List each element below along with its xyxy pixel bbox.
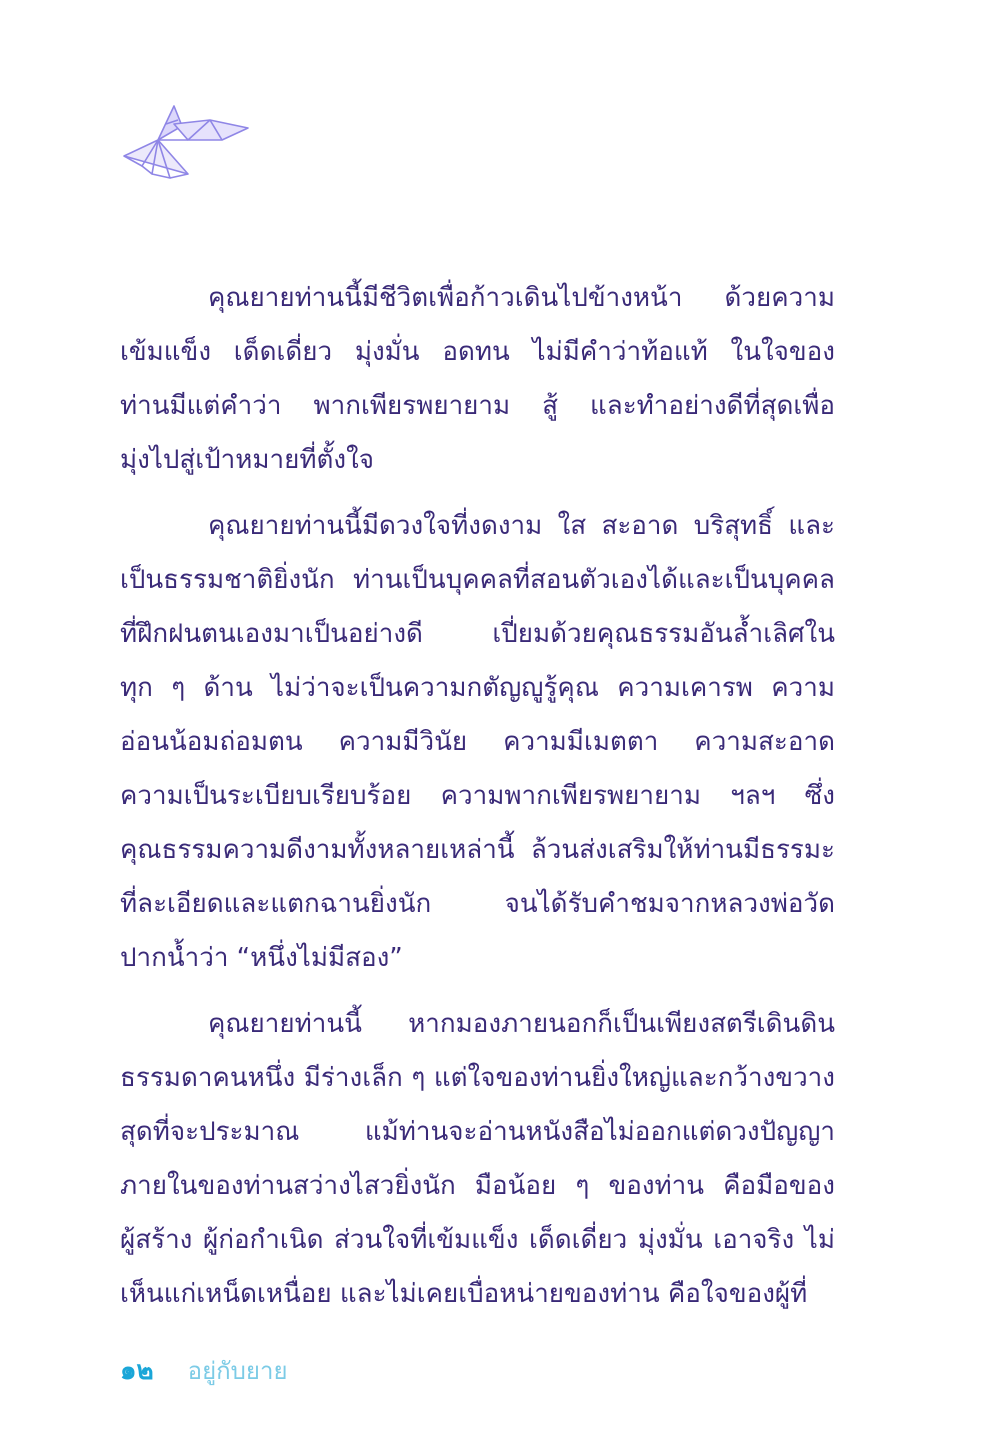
text-line: คุณยายท่านนี้มีชีวิตเพื่อก้าวเดินไปข้างหน้า ด้วยความ [208, 283, 835, 313]
page-number: ๑๒ [120, 1356, 154, 1386]
text-line: มุ่งไปสู่เป้าหมายที่ตั้งใจ [120, 445, 375, 475]
text-line: ทุก ๆ ด้าน ไม่ว่าจะเป็นความกตัญญูรู้คุณ ความเคารพ ความ [120, 673, 835, 703]
book-title: อยู่กับยาย [187, 1357, 288, 1385]
paragraph [120, 278, 835, 494]
text-line: ความเป็นระเบียบเรียบร้อย ความพากเพียรพยายาม ฯลฯ ซึ่ง [120, 781, 835, 811]
text-line: เห็นแก่เหน็ดเหนื่อย และไม่เคยเบื่อหน่ายของท่าน คือใจของผู้ที่ [120, 1279, 808, 1309]
paragraph [120, 1004, 835, 1328]
text-line: ที่ฝึกฝนตนเองมาเป็นอย่างดี เปี่ยมด้วยคุณธรรมอันล้ำเลิศใน [120, 619, 835, 649]
text-line: ผู้สร้าง ผู้ก่อกำเนิด ส่วนใจที่เข้มแข็ง เด็ดเดี่ยว มุ่งมั่น เอาจริง ไม่ [120, 1225, 835, 1255]
text-line: ธรรมดาคนหนึ่ง มีร่างเล็ก ๆ แต่ใจของท่านยิ่งใหญ่และกว้างขวาง [120, 1063, 835, 1093]
text-line: ที่ละเอียดและแตกฉานยิ่งนัก จนได้รับคำชมจากหลวงพ่อวัด [120, 889, 835, 919]
text-line: ภายในของท่านสว่างไสวยิ่งนัก มือน้อย ๆ ของท่าน คือมือของ [120, 1171, 835, 1201]
paragraph [120, 506, 835, 992]
text-line: คุณธรรมความดีงามทั้งหลายเหล่านี้ ล้วนส่งเสริมให้ท่านมีธรรมะ [120, 835, 835, 865]
text-line: ท่านมีแต่คำว่า พากเพียรพยายาม สู้ และทำอย่างดีที่สุดเพื่อ [120, 391, 835, 421]
lotus-ornament-icon [118, 100, 253, 180]
text-line: อ่อนน้อมถ่อมตน ความมีวินัย ความมีเมตตา ความสะอาด [120, 727, 835, 757]
text-line: ปากน้ำว่า “หนึ่งไม่มีสอง” [120, 943, 403, 973]
text-line: สุดที่จะประมาณ แม้ท่านจะอ่านหนังสือไม่ออกแต่ดวงปัญญา [120, 1117, 835, 1147]
text-line: คุณยายท่านนี้มีดวงใจที่งดงาม ใส สะอาด บริสุทธิ์ และ [208, 511, 835, 541]
text-line: คุณยายท่านนี้ หากมองภายนอกก็เป็นเพียงสตรีเดินดิน [208, 1009, 835, 1039]
text-line: เป็นธรรมชาติยิ่งนัก ท่านเป็นบุคคลที่สอนตัวเองได้และเป็นบุคคล [120, 565, 835, 595]
body-text [120, 278, 835, 1328]
page-footer [120, 1350, 288, 1390]
text-line: เข้มแข็ง เด็ดเดี่ยว มุ่งมั่น อดทน ไม่มีคำว่าท้อแท้ ในใจของ [120, 337, 835, 367]
